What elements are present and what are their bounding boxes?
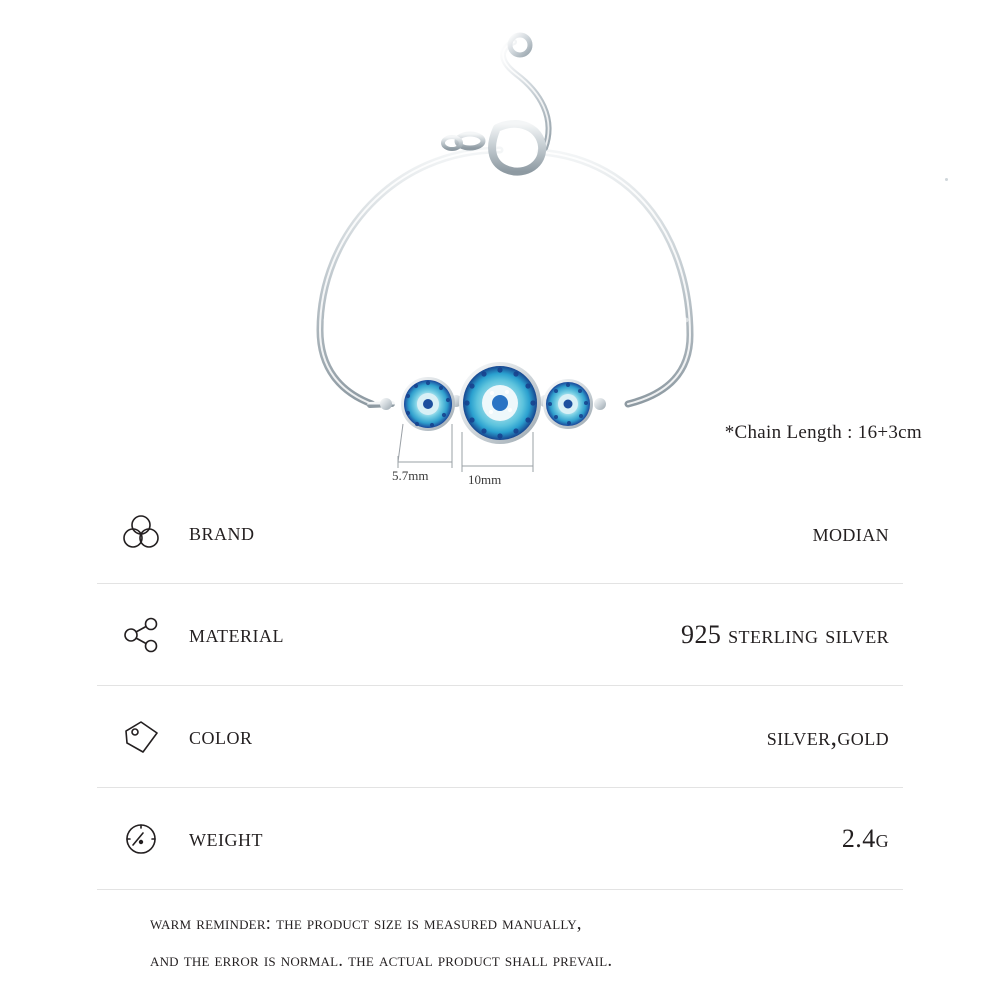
spec-label-weight: weight — [189, 824, 263, 852]
dimension-label-center: 10mm — [468, 472, 502, 487]
spec-label-color: color — [189, 722, 253, 750]
tag-icon — [97, 717, 189, 757]
gauge-icon — [97, 819, 189, 859]
spec-table — [97, 482, 903, 890]
spec-value-color: silver,gold — [766, 721, 889, 751]
chain-length-note: *Chain Length : 16+3cm — [724, 422, 922, 443]
table-row — [97, 584, 903, 686]
spec-value-material: 925 sterling silver — [681, 619, 889, 649]
spec-label-brand: brand — [189, 518, 255, 546]
dimension-label-side: 5.7mm — [392, 468, 429, 483]
share-icon — [97, 615, 189, 655]
rings-icon — [97, 513, 189, 553]
spec-label-material: material — [189, 620, 284, 648]
spec-value-brand: modian — [812, 517, 889, 547]
table-row — [97, 686, 903, 788]
image-speck — [945, 178, 948, 181]
warm-reminder-line-2: and the error is normal. the actual product shall prevail. — [150, 950, 613, 972]
spec-value-weight: 2.4g — [841, 823, 889, 853]
warm-reminder-line-1: warm reminder: the product size is measured manually, — [150, 913, 582, 934]
warm-reminder — [150, 905, 612, 979]
table-row — [97, 482, 903, 584]
table-row — [97, 788, 903, 890]
